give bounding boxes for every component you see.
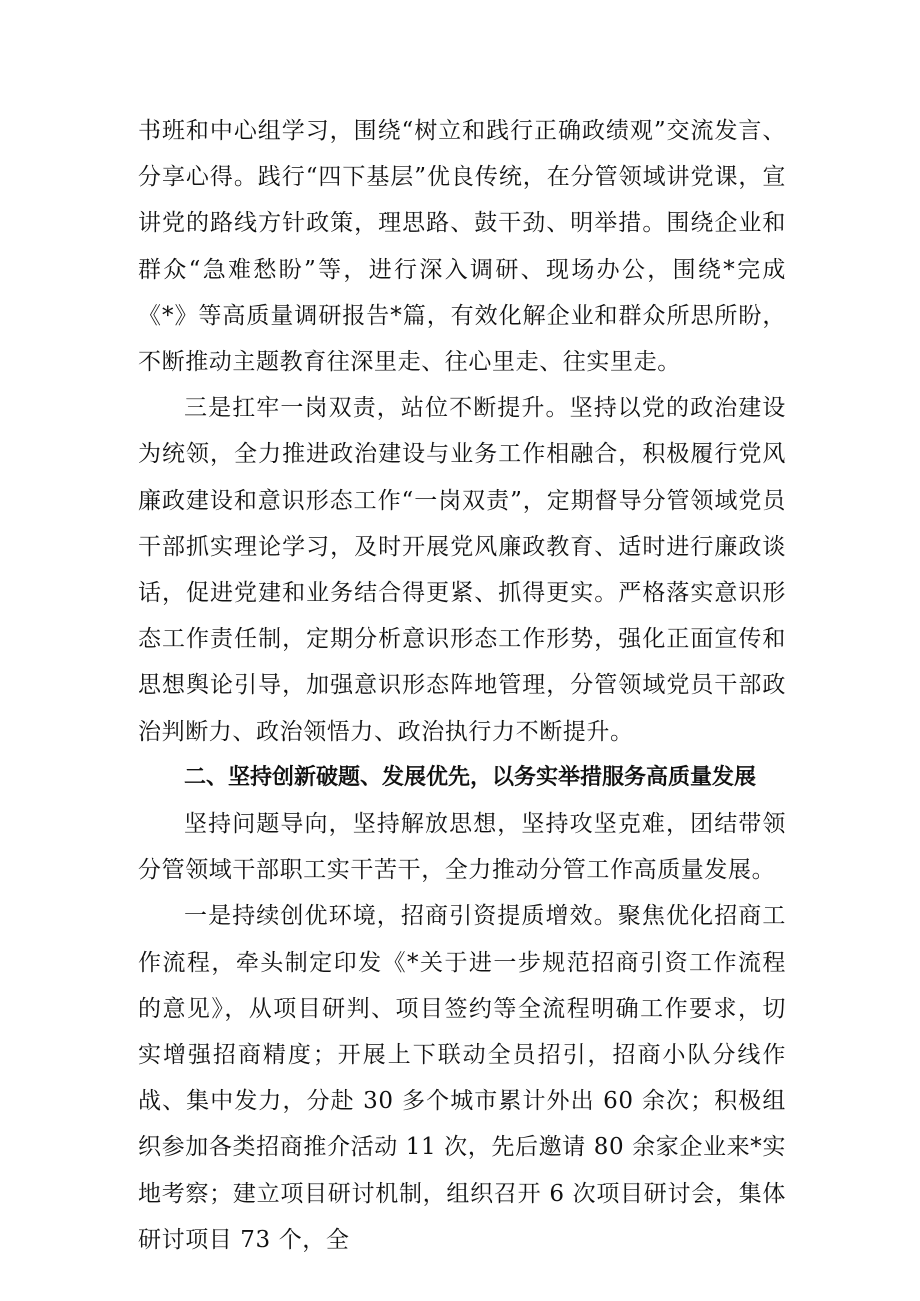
document-body	[138, 108, 786, 1263]
section-heading-innovation: 二、坚持创新破题、发展优先，以务实举措服务高质量发展	[184, 764, 757, 790]
paragraph-continuation: 书班和中心组学习，围绕“树立和践行正确政绩观”交流发言、分享心得。践行“四下基层”优良传统，在分管领域讲党课，宣讲党的路线方针政策，理思路、鼓干劲、明举措。围绕企业和群众“急难愁盼”等，进行深入调研、现场办公，围绕*完成《*》等高质量调研报告*篇，有效化解企业和群众所思所盼，不断推动主题教育往深里走、往心里走、往实里走。	[138, 118, 786, 376]
paragraph-responsibility: 三是扛牢一岗双责，站位不断提升。坚持以党的政治建设为统领，全力推进政治建设与业务工作相融合，积极履行党风廉政建设和意识形态工作“一岗双责”，定期督导分管领域党员干部抓实理论学习，及时开展党风廉政教育、适时进行廉政谈话，促进党建和业务结合得更紧、抓得更实。严格落实意识形态工作责任制，定期分析意识形态工作形势，强化正面宣传和思想舆论引导，加强意识形态阵地管理，分管领域党员干部政治判断力、政治领悟力、政治执行力不断提升。	[138, 395, 786, 745]
paragraph-investment: 一是持续创优环境，招商引资提质增效。聚焦优化招商工作流程，牵头制定印发《*关于进一步规范招商引资工作流程的意见》，从项目研判、项目签约等全流程明确工作要求，切实增强招商精度；开展上下联动全员招引，招商小队分线作战、集中发力，分赴 30 多个城市累计外出 60 余次；积极组织参加各类招商推介活动 11 次，先后邀请 80 余家企业来*实地考察；建立项目研讨机制，组织召开 6 次项目研讨会，集体研讨项目 73 个，全	[138, 903, 786, 1253]
paragraph-section-intro: 坚持问题导向，坚持解放思想，坚持攻坚克难，团结带领分管领域干部职工实干苦干，全力推动分管工作高质量发展。	[138, 811, 786, 884]
